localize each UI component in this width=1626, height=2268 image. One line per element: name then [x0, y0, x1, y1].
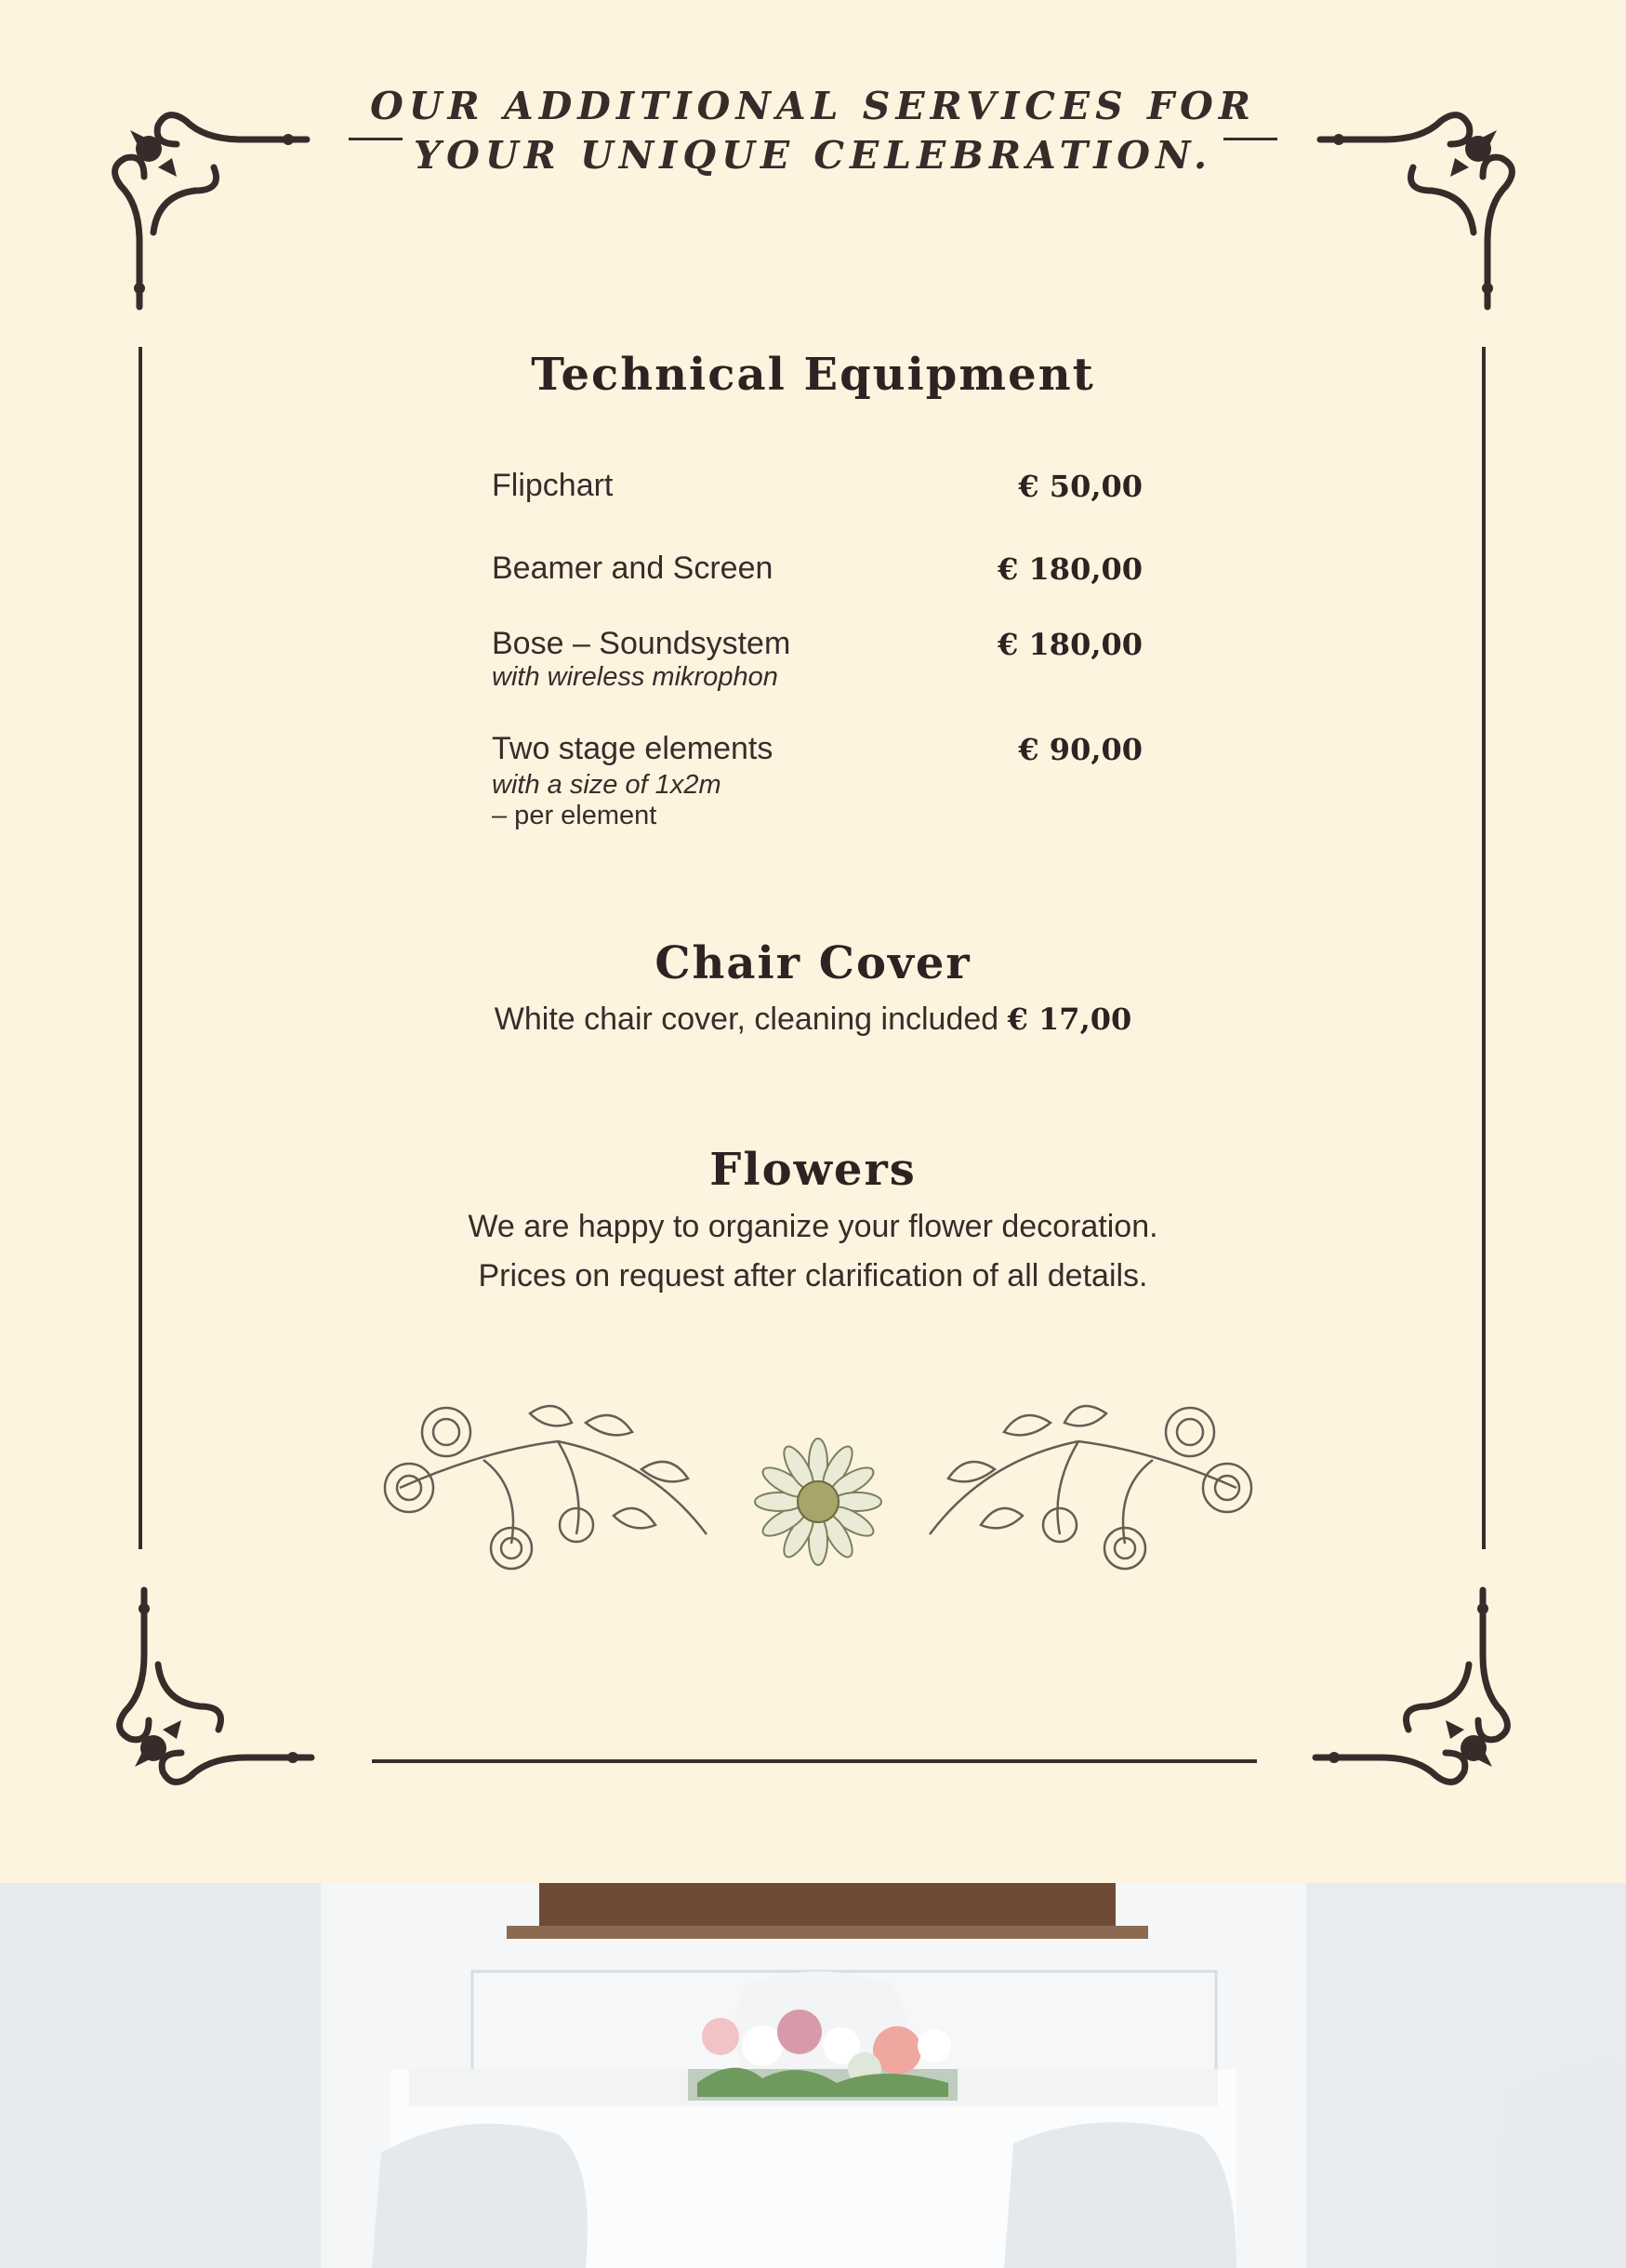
item-note: with wireless mikrophon	[492, 662, 778, 692]
list-item	[492, 625, 1143, 693]
banquet-photo	[0, 1883, 1626, 2268]
item-price: € 180,00	[998, 551, 1143, 587]
list-item	[492, 467, 1143, 504]
item-name: Beamer and Screen	[492, 550, 773, 586]
banquet-photo-drawing	[0, 1883, 1626, 2268]
section-title-chair-cover: Chair Cover	[654, 937, 972, 989]
section-title-flowers: Flowers	[709, 1144, 917, 1196]
flowers-line-2: Prices on request after clarification of all details.	[478, 1258, 1148, 1293]
ornament-bottom-left-icon	[107, 1581, 321, 1795]
ornament-top-left-icon	[102, 102, 316, 316]
flower-illustration-icon	[372, 1386, 1264, 1590]
page-title-line2: YOUR UNIQUE CELEBRATION.	[413, 133, 1213, 178]
item-note: – per element	[492, 801, 657, 830]
item-name: Two stage elements	[492, 731, 773, 766]
chair-cover-text: White chair cover, cleaning included	[494, 1001, 999, 1037]
item-note: with a size of 1x2m	[492, 770, 721, 800]
list-item	[492, 730, 1143, 831]
chair-cover-line	[0, 1001, 1626, 1038]
ornament-bottom-right-icon	[1306, 1581, 1520, 1795]
page-title-line1: OUR ADDITIONAL SERVICES FOR	[370, 84, 1256, 128]
item-name: Flipchart	[492, 468, 614, 503]
item-price: € 50,00	[1018, 469, 1143, 504]
ornament-top-right-icon	[1311, 102, 1525, 316]
frame-line-bottom	[372, 1759, 1257, 1763]
item-price: € 180,00	[998, 627, 1143, 662]
item-price: € 90,00	[1018, 732, 1143, 767]
list-item	[492, 550, 1143, 587]
section-title-technical: Technical Equipment	[531, 349, 1095, 401]
chair-cover-price: € 17,00	[1007, 1001, 1132, 1037]
flowers-line-1: We are happy to organize your flower decoration.	[468, 1209, 1158, 1244]
item-name: Bose – Soundsystem	[492, 626, 791, 661]
